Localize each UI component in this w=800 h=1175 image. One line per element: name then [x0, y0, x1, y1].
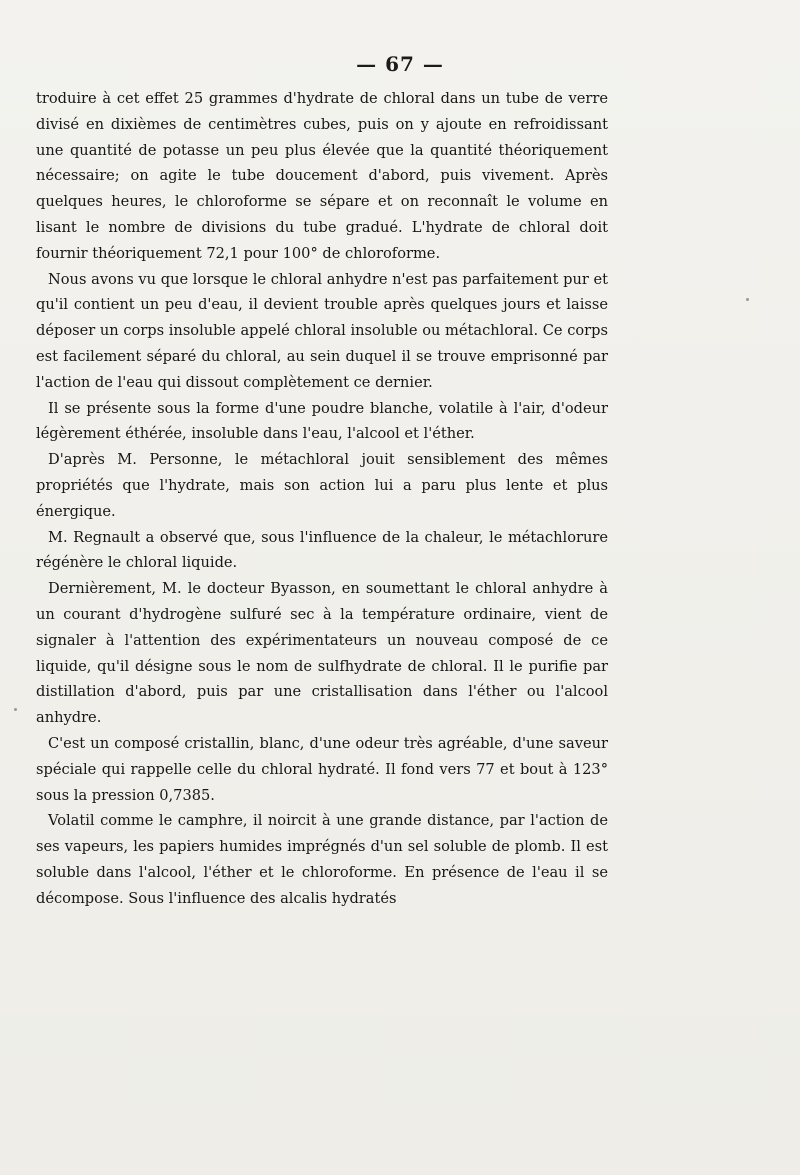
- paragraph-3: Il se présente sous la forme d'une poudre blanche, volatile à l'air, d'odeur légèrement éthérée, insoluble dans l'eau, l'alcool et l'éther.: [36, 399, 608, 443]
- paragraph-8: Volatil comme le camphre, il noircit à une grande distance, par l'action de ses vapeurs, les papiers humides imprégnés d'un sel soluble de plomb. Il est soluble dans l'alcool, l'éther et le chloroforme. En présence de l'eau il se décompose. Sous l'influence des alcalis hydratés: [36, 812, 608, 907]
- paragraph-6: Dernièrement, M. le docteur Byasson, en soumettant le chloral anhydre à un courant d'hydrogène sulfuré sec à la température ordinaire, vient de signaler à l'attention des expérimentateurs un nouveau composé de ce liquide, qu'il désigne sous le nom de sulfhydrate de chloral. Il le purifie par distillation d'abord, puis par une cristallisation dans l'éther ou l'alcool anhydre.: [36, 580, 608, 727]
- paragraph-4: D'après M. Personne, le métachloral jouit sensiblement des mêmes propriétés que l'hydrate, mais son action lui a paru plus lente et plus énergique.: [36, 451, 608, 520]
- paragraph-7: C'est un composé cristallin, blanc, d'une odeur très agréable, d'une saveur spéciale qui rappelle celle du chloral hydraté. Il fond vers 77 et bout à 123° sous la pression 0,7385.: [36, 734, 608, 804]
- paragraph-1: troduire à cet effet 25 grammes d'hydrate de chloral dans un tube de verre divisé en dixièmes de centimètres cubes, puis on y ajoute en refroidissant une quantité de potasse un peu plus élevée que la quantité théoriquement nécessaire; on agite le tube doucement d'abord, puis vivement. Après quelques heures, le chloroforme se sépare et on reconnaît le volume en lisant le nombre de divisions du tube gradué. L'hydrate de chloral doit fournir théoriquement 72,1 pour 100° de chloroforme.: [36, 90, 608, 262]
- paragraph-2: Nous avons vu que lorsque le chloral anhydre n'est pas parfaitement pur et qu'il contient un peu d'eau, il devient trouble après quelques jours et laisse déposer un corps insoluble appelé chloral insoluble ou métachloral. Ce corps est facilement séparé du chloral, au sein duquel il se trouve emprisonné par l'action de l'eau qui dissout complètement ce dernier.: [36, 270, 608, 391]
- body-text: [36, 86, 608, 912]
- paper-speck: [746, 298, 749, 301]
- paragraph-5: M. Regnault a observé que, sous l'influence de la chaleur, le métachlorure régénère le chloral liquide.: [36, 528, 608, 572]
- paper-speck: [14, 708, 17, 711]
- page-number: — 67 —: [356, 52, 444, 76]
